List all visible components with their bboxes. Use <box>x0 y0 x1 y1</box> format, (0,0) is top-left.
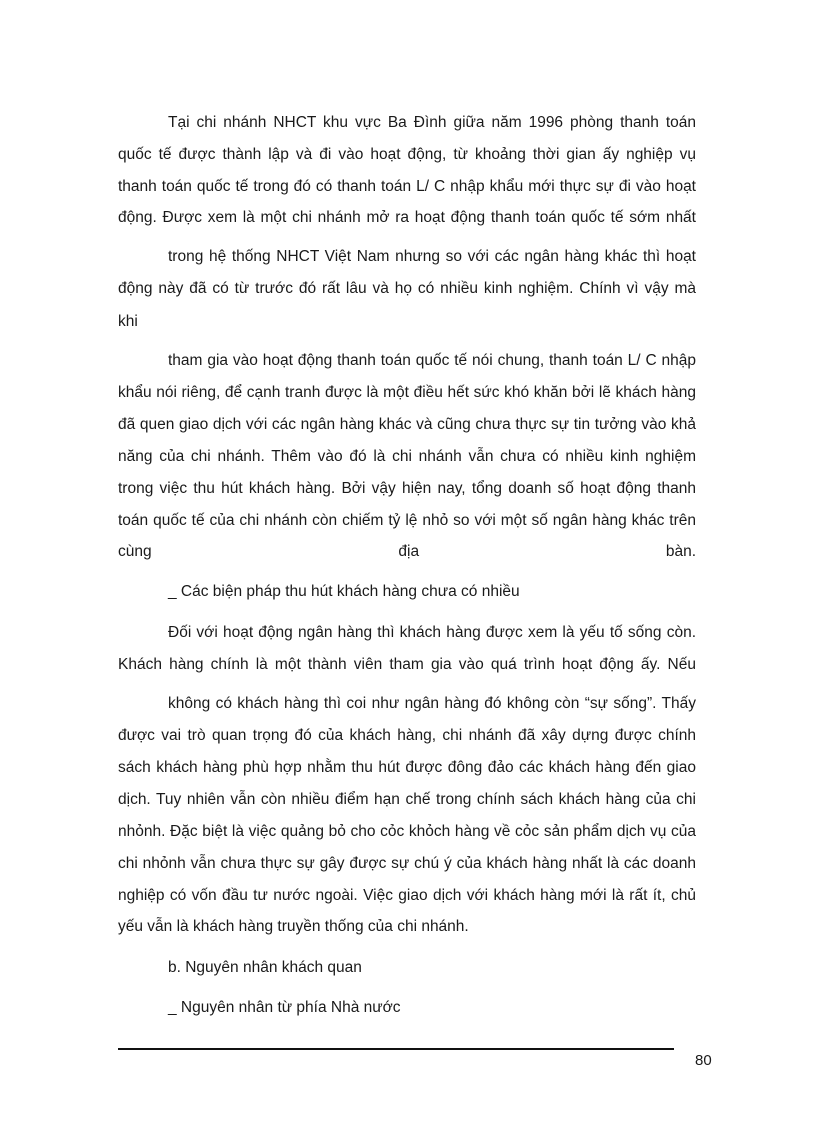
text-line: trong hệ thống NHCT Việt Nam nhưng so với các ngân hàng khác thì hoạt <box>168 248 696 265</box>
text-line: khi <box>118 313 138 330</box>
text-line: không có khách hàng thì coi như ngân hàng đó không còn “sự sống”. Thấy <box>168 695 696 712</box>
text-line: chi nhỏnh vẫn chưa thực sự gây được sự chú ý của khách hàng nhất là các doanh <box>118 855 696 872</box>
text-line: được vai trò quan trọng đó của khách hàng, chi nhánh đã xây dựng được chính <box>118 727 696 744</box>
text-line: Đối với hoạt động ngân hàng thì khách hàng được xem là yếu tố sống còn. <box>168 624 696 641</box>
text-line: toán quốc tế của chi nhánh còn chiếm tỷ lệ nhỏ so với một số ngân hàng khác trên <box>118 512 696 529</box>
text-line: Khách hàng chính là một thành viên tham gia vào quá trình hoạt động ấy. Nếu <box>118 656 696 673</box>
text-line: sách khách hàng phù hợp nhằm thu hút được đông đảo các khách hàng đến giao <box>118 759 696 776</box>
text-line: yếu vẫn là khách hàng truyền thống của chi nhánh. <box>118 918 469 935</box>
text-line: trong việc thu hút khách hàng. Bởi vậy hiện nay, tổng doanh số hoạt động thanh <box>118 480 696 497</box>
section-heading: _ Nguyên nhân từ phía Nhà nước <box>168 999 401 1016</box>
text-line: động. Được xem là một chi nhánh mở ra hoạt động thanh toán quốc tế sớm nhất <box>118 209 696 226</box>
text-line: khẩu nói riêng, để cạnh tranh được là một điều hết sức khó khăn bởi lẽ khách hàng <box>118 384 696 401</box>
text-line: tham gia vào hoạt động thanh toán quốc tế nói chung, thanh toán L/ C nhập <box>168 352 696 369</box>
text-line: dịch. Tuy nhiên vẫn còn nhiều điểm hạn chế trong chính sách khách hàng của chi <box>118 791 696 808</box>
text-line: năng của chi nhánh. Thêm vào đó là chi nhánh vẫn chưa có nhiều kinh nghiệm <box>118 448 696 465</box>
section-heading: b. Nguyên nhân khách quan <box>168 959 362 976</box>
text-line: động này đã có từ trước đó rất lâu và họ có nhiều kinh nghiệm. Chính vì vậy mà <box>118 280 696 297</box>
text-line: quốc tế được thành lập và đi vào hoạt động, từ khoảng thời gian ấy nghiệp vụ <box>118 146 696 163</box>
text-line: thanh toán quốc tế trong đó có thanh toán L/ C nhập khẩu mới thực sự đi vào hoạt <box>118 178 696 195</box>
text-line: Tại chi nhánh NHCT khu vực Ba Đình giữa năm 1996 phòng thanh toán <box>168 114 696 131</box>
section-heading: _ Các biện pháp thu hút khách hàng chưa có nhiều <box>168 583 520 600</box>
text-line: nhỏnh. Đặc biệt là việc quảng bỏ cho cỏc khỏch hàng về cỏc sản phẩm dịch vụ của <box>118 823 696 840</box>
footer-rule <box>118 1048 674 1050</box>
text-line: cùng địa bàn. <box>118 543 696 560</box>
page-number: 80 <box>695 1052 712 1069</box>
text-line: đã quen giao dịch với các ngân hàng khác và cũng chưa thực sự tin tưởng vào khả <box>118 416 696 433</box>
text-line: nghiệp có vốn đầu tư nước ngoài. Việc giao dịch với khách hàng mới là rất ít, chủ <box>118 887 696 904</box>
